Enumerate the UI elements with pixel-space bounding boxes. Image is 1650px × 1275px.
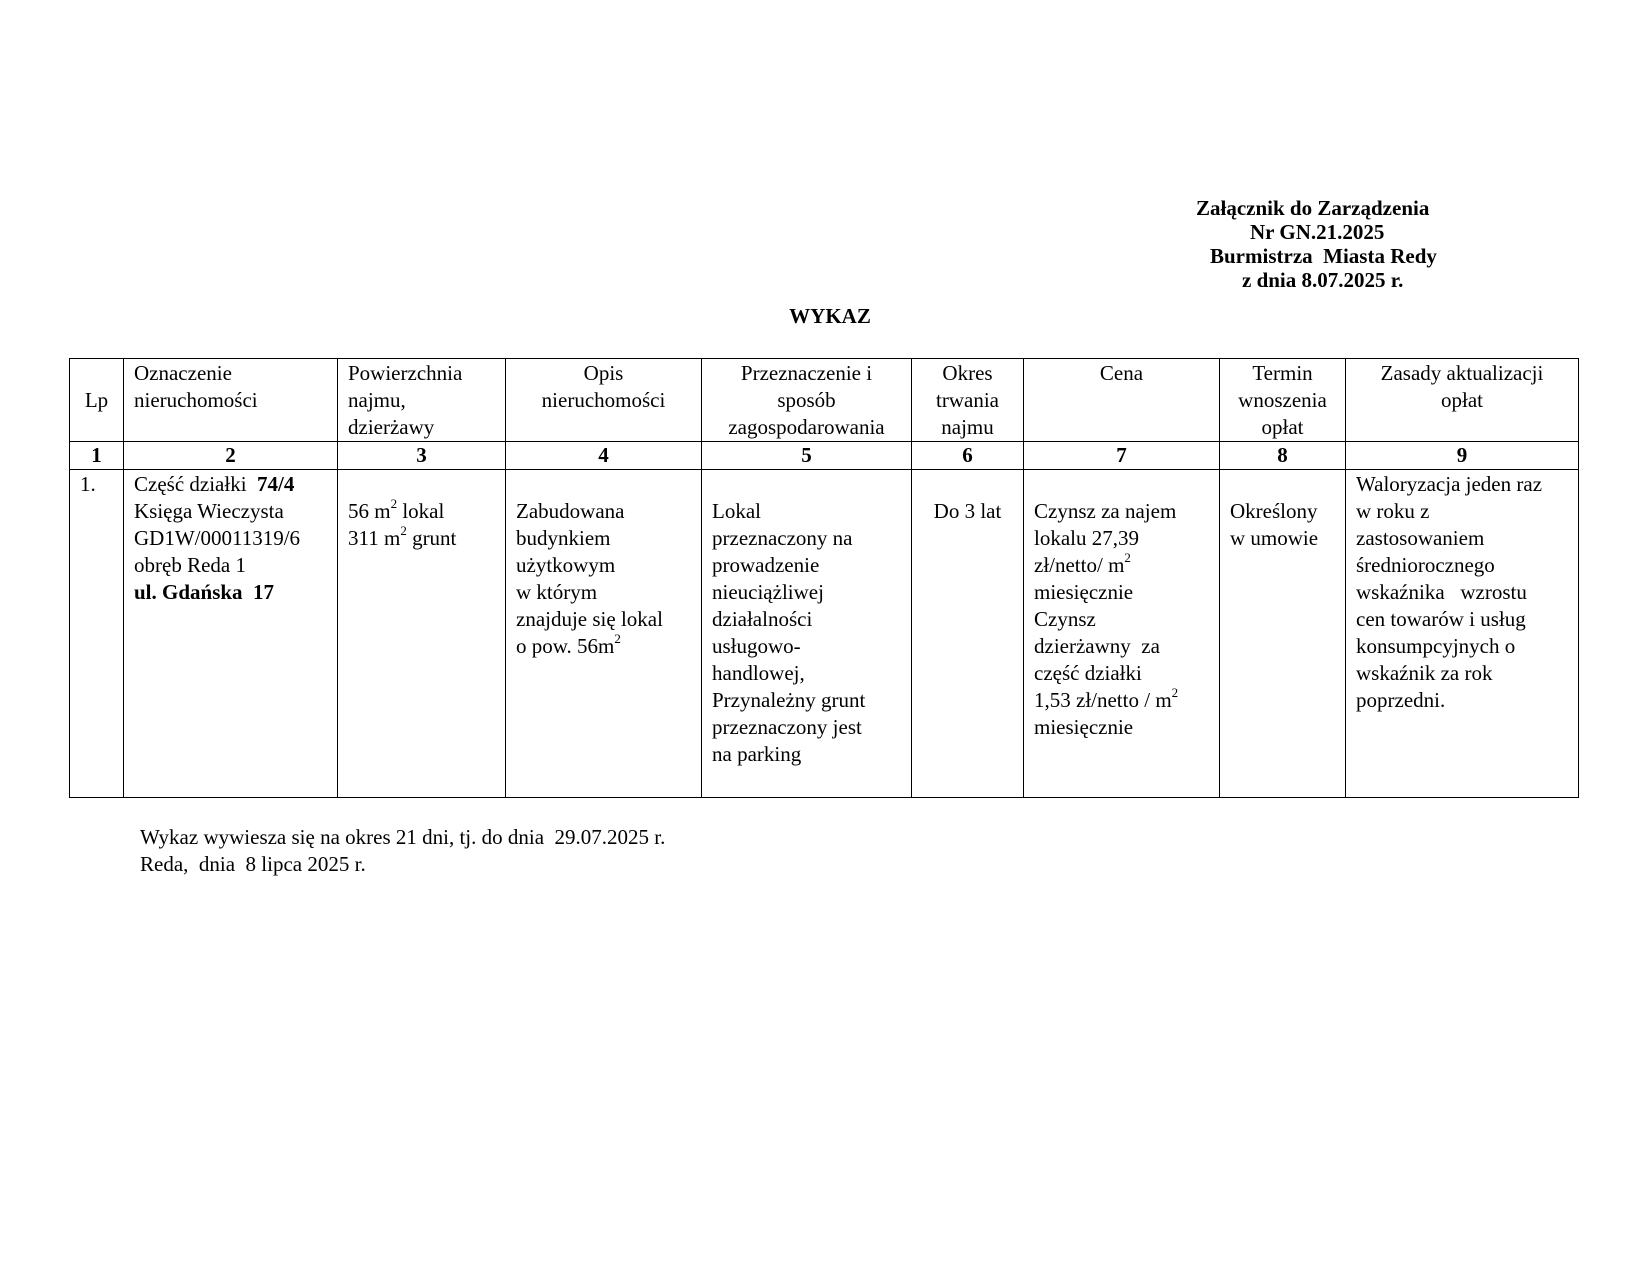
table-column-numbers-row	[70, 442, 1579, 470]
annex-line-3: Burmistrza Miasta Redy	[1210, 244, 1437, 268]
column-number: 3	[338, 442, 506, 470]
annex-line-2: Nr GN.21.2025	[1250, 220, 1385, 244]
column-number: 7	[1024, 442, 1220, 470]
cell-purpose: Lokal przeznaczony na prowadzenie nieuciążliwej działalności usługowo- handlowej, Przynależny grunt przeznaczony jest na parking	[702, 470, 912, 798]
document-title: WYKAZ	[789, 304, 871, 328]
header-lp: Lp	[70, 359, 124, 442]
column-number: 2	[124, 442, 338, 470]
annex-line-1: Załącznik do Zarządzenia	[1196, 196, 1430, 220]
annex-line-4: z dnia 8.07.2025 r.	[1242, 268, 1404, 292]
header-fee-update-rules: Zasady aktualizacji opłat	[1346, 359, 1579, 442]
footer-line-posting-period: Wykaz wywiesza się na okres 21 dni, tj. do dnia 29.07.2025 r.	[140, 825, 666, 849]
footer-notes	[140, 824, 665, 878]
cell-lp: 1.	[70, 470, 124, 798]
header-price: Cena	[1024, 359, 1220, 442]
cell-price: Czynsz za najem lokalu 27,39 zł/netto/ $m^2$ miesięcznie Czynsz dzierżawny za część działki 1,53 zł/netto / $m^2$ miesięcznie	[1024, 470, 1220, 798]
header-purpose: Przeznaczenie i sposób zagospodarowania	[702, 359, 912, 442]
header-lease-period: Okres trwania najmu	[912, 359, 1024, 442]
table-header-row	[70, 359, 1579, 442]
cell-lease-period: Do 3 lat	[912, 470, 1024, 798]
column-number: 8	[1220, 442, 1346, 470]
column-number: 6	[912, 442, 1024, 470]
property-list-table	[69, 358, 1579, 798]
cell-designation: Część działki 74/4 Księga Wieczysta GD1W/00011319/6 obręb Reda 1 ul. Gdańska 17	[124, 470, 338, 798]
cell-description: Zabudowana budynkiem użytkowym w którym znajduje się lokal o pow. $56m^2$	[506, 470, 702, 798]
table-row	[70, 470, 1579, 798]
cell-fee-update-rules: Waloryzacja jeden raz w roku z zastosowaniem średniorocznego wskaźnika wzrostu cen towarów i usług konsumpcyjnych o wskaźnik za rok poprzedni.	[1346, 470, 1579, 798]
header-payment-date: Termin wnoszenia opłat	[1220, 359, 1346, 442]
header-designation: Oznaczenie nieruchomości	[124, 359, 338, 442]
column-number: 1	[70, 442, 124, 470]
column-number: 4	[506, 442, 702, 470]
footer-line-place-date: Reda, dnia 8 lipca 2025 r.	[140, 852, 366, 876]
column-number: 5	[702, 442, 912, 470]
cell-payment-date: Określony w umowie	[1220, 470, 1346, 798]
header-area: Powierzchnia najmu, dzierżawy	[338, 359, 506, 442]
annex-header	[1150, 196, 1480, 292]
header-description: Opis nieruchomości	[506, 359, 702, 442]
cell-area: 56 $m^2$ lokal 311 $m^2$ grunt	[338, 470, 506, 798]
column-number: 9	[1346, 442, 1579, 470]
